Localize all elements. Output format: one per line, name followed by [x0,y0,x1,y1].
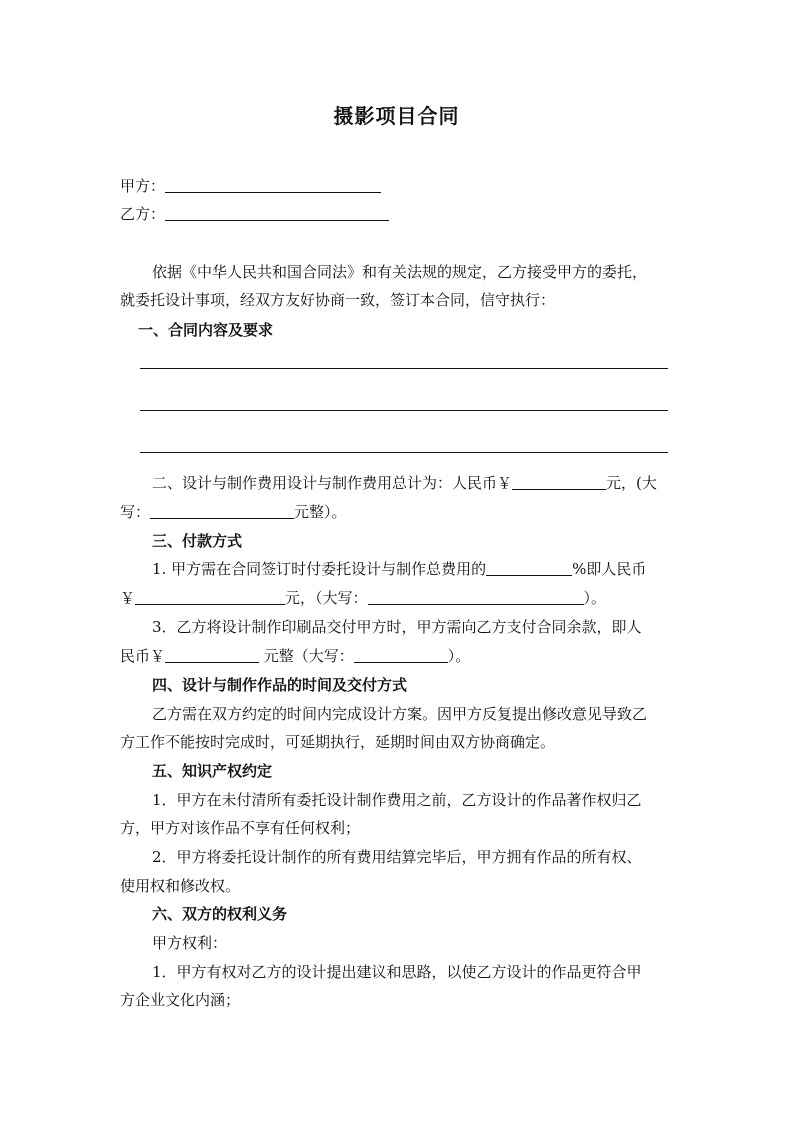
section3-item1-text-d: 元，（大写： [285,589,368,607]
section2-text-a: 二、设计与制作费用设计与制作费用总计为：人民币￥ [152,474,513,492]
section1-blank-line-3[interactable] [140,452,668,453]
section5-item2-line-2: 使用权和修改权。 [120,877,241,895]
section3-item3-text-b: 元整（大写： [259,647,354,665]
section4-line-2: 方工作不能按时完成时，可延期执行，延期时间由双方协商确定。 [120,733,556,751]
section4-line-1: 乙方需在双方约定的时间内完成设计方案。因甲方反复提出修改意见导致乙 [152,705,648,723]
section4-heading: 四、设计与制作作品的时间及交付方式 [152,676,408,694]
percent-blank[interactable] [486,559,572,576]
section3-item1-text-b: %即人民币 [572,560,647,578]
section5-item1-line-1: 1．甲方在未付清所有委托设计制作费用之前，乙方设计的作品著作权归乙 [152,791,642,809]
section5-item2-line-1: 2．甲方将委托设计制作的所有费用结算完毕后，甲方拥有作品的所有权、 [152,848,642,866]
party-b-line [120,204,389,224]
section3-item3-line-2 [120,646,470,666]
section3-item1-text-e: ）。 [583,589,607,607]
section3-item1-line-1 [152,559,646,579]
section1-blank-line-2[interactable] [140,410,668,411]
section6-item1-line-1: 1．甲方有权对乙方的设计提出建议和思路，以使乙方设计的作品更符合甲 [152,963,642,981]
section2-text-b: 元，(大 [606,474,657,492]
section6-subheading: 甲方权利： [152,934,228,952]
section3-item3-text-a: 民币￥ [120,647,166,665]
section3-item1-text-a: 1. 甲方需在合同签订时付委托设计与制作总费用的 [152,560,487,578]
section1-blank-line-1[interactable] [140,368,668,369]
party-b-label: 乙方： [120,205,166,223]
section3-heading: 三、付款方式 [152,532,243,550]
section3-item3-text-c: ）。 [447,647,471,665]
section2-line-2 [120,502,347,522]
balance-amount-blank[interactable] [165,646,259,663]
deposit-capital-blank[interactable] [368,588,584,605]
fee-amount-blank[interactable] [512,473,606,490]
party-b-blank[interactable] [165,204,389,221]
party-a-label: 甲方： [120,177,166,195]
deposit-amount-blank[interactable] [135,588,285,605]
section6-heading: 六、双方的权利义务 [152,905,288,923]
section2-text-d: 元整）。 [294,503,347,521]
section2-line-1 [152,473,657,493]
party-a-blank[interactable] [165,176,381,193]
section5-heading: 五、知识产权约定 [152,762,273,780]
section3-item1-line-2 [120,588,606,608]
intro-line-1: 依据《中华人民共和国合同法》和有关法规的规定，乙方接受甲方的委托， [152,263,648,281]
party-a-line [120,176,381,196]
section5-item1-line-2: 方，甲方对该作品不享有任何权利； [120,819,361,837]
section2-text-c: 写： [120,503,151,521]
section3-item1-text-c: ￥ [120,589,136,607]
fee-capital-blank[interactable] [150,502,294,519]
intro-line-2: 就委托设计事项，经双方友好协商一致，签订本合同，信守执行： [120,291,556,309]
section6-item1-line-2: 方企业文化内涵； [120,991,241,1009]
section3-item3-line-1: 3．乙方将设计制作印刷品交付甲方时，甲方需向乙方支付合同余款，即人 [152,618,642,636]
balance-capital-blank[interactable] [354,646,448,663]
contract-title: 摄影项目合同 [333,104,460,128]
section1-heading: 一、合同内容及要求 [138,321,274,339]
